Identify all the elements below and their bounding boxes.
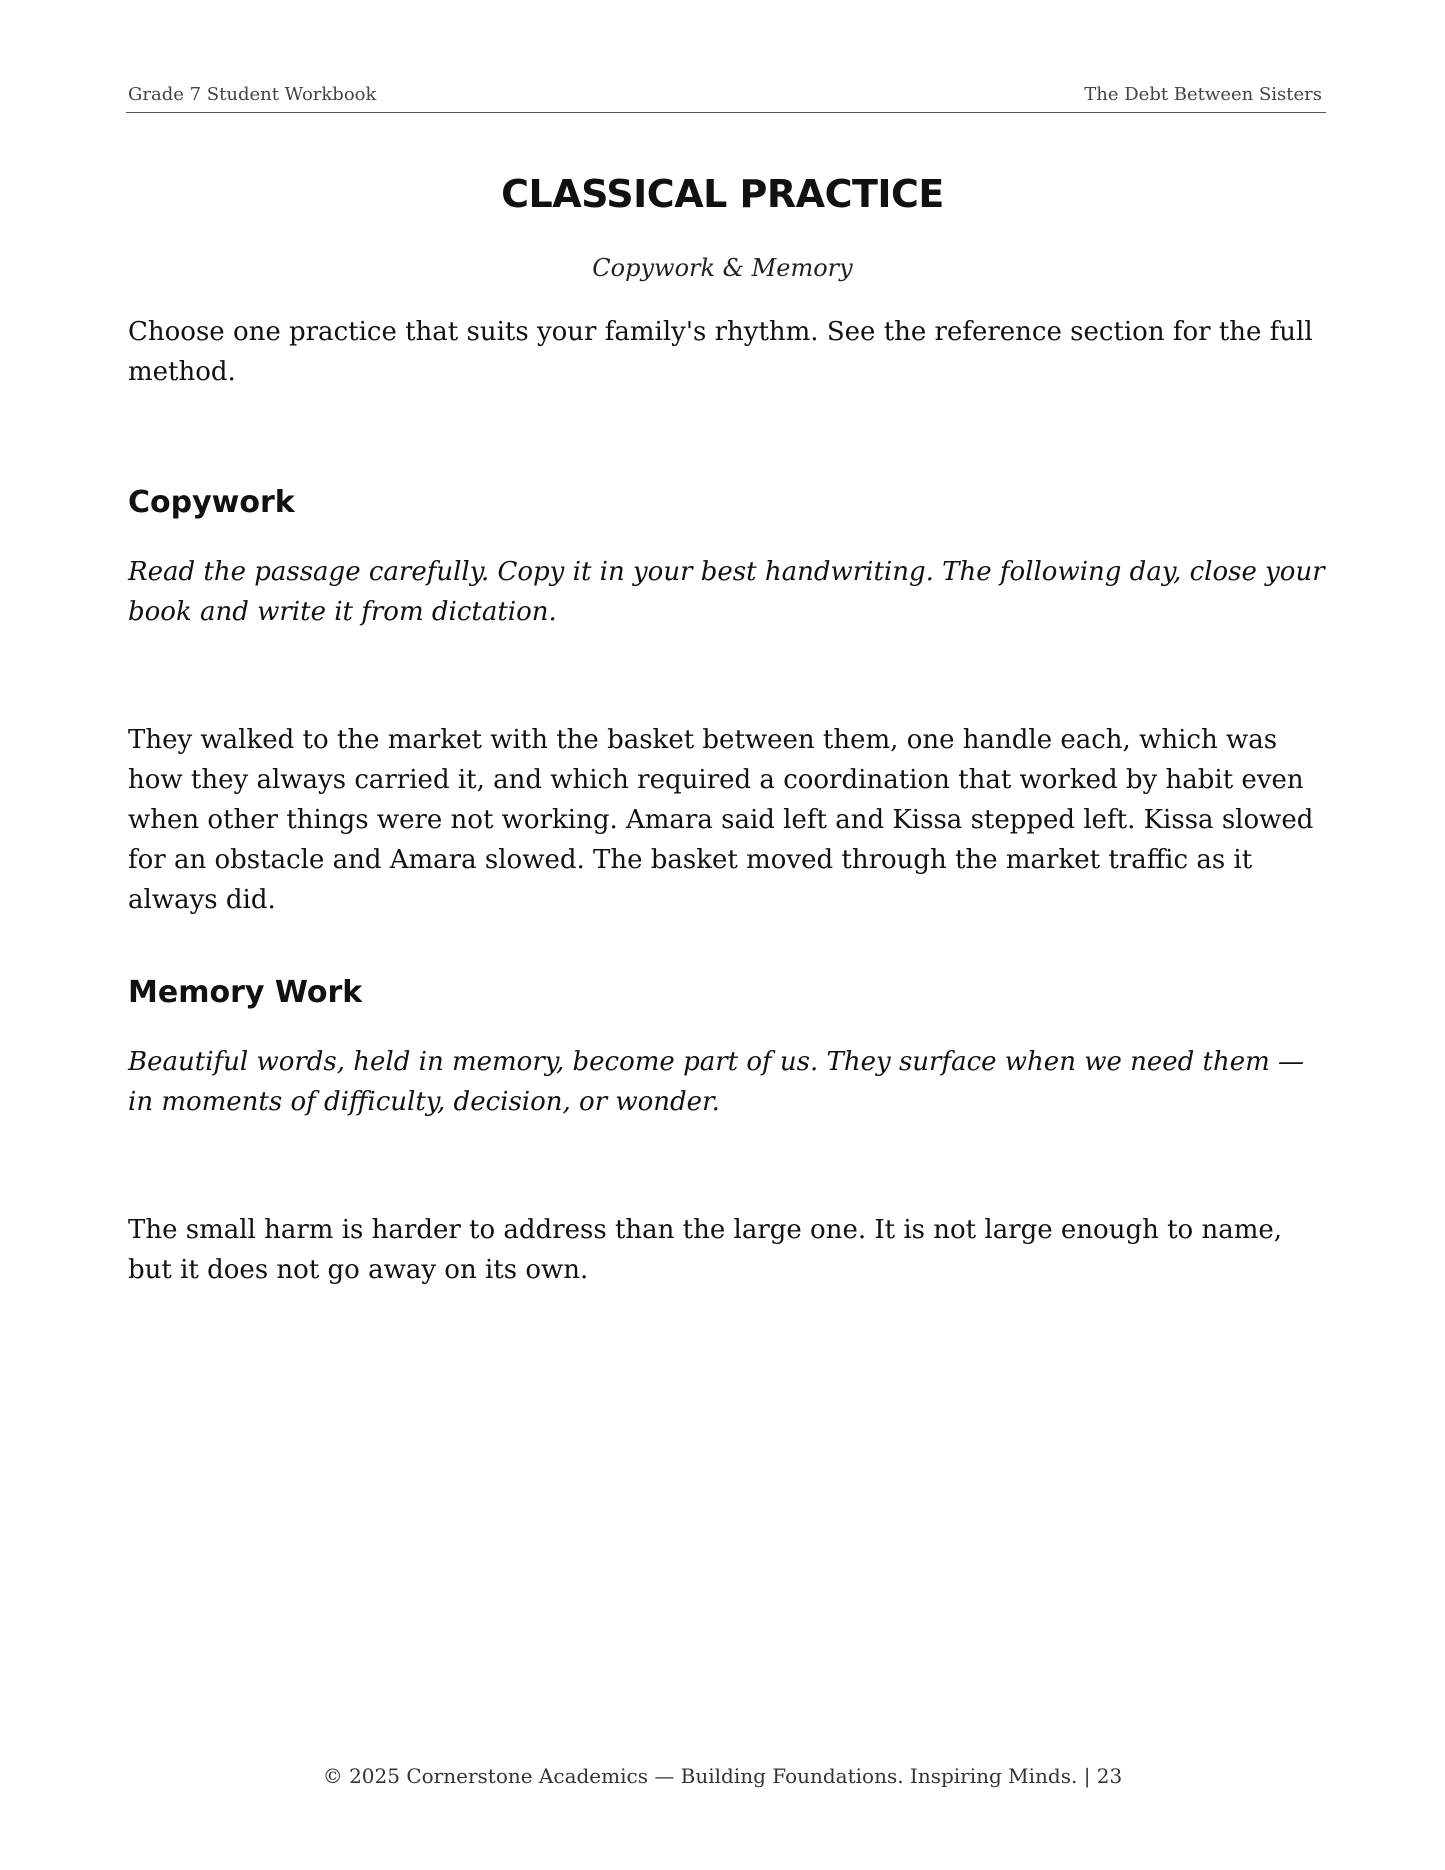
- header-workbook-label: Grade 7 Student Workbook: [128, 84, 377, 105]
- intro-paragraph: Choose one practice that suits your family's rhythm. See the reference section for the full method.: [128, 317, 1313, 387]
- copywork-heading: Copywork: [128, 485, 295, 520]
- memory-work-instructions: Beautiful words, held in memory, become part of us. They surface when we need them — in moments of difficulty, decision, or wonder.: [128, 1047, 1305, 1117]
- copywork-passage: They walked to the market with the basket between them, one handle each, which was how they always carried it, and which required a coordination that worked by habit even when other things were not working. Amara said left and Kissa stepped left. Kissa slowed for an obstacle and Amara slowed. The basket moved through the market traffic as it always did.: [128, 725, 1314, 915]
- copywork-instructions: Read the passage carefully. Copy it in your best handwriting. The following day, close your book and write it from dictation.: [128, 557, 1325, 627]
- memory-work-heading: Memory Work: [128, 975, 363, 1010]
- page-title: CLASSICAL PRACTICE: [501, 172, 944, 216]
- running-header: [126, 82, 1326, 113]
- header-story-title: The Debt Between Sisters: [1084, 84, 1322, 105]
- page-footer: © 2025 Cornerstone Academics — Building Foundations. Inspiring Minds. | 23: [322, 1764, 1123, 1788]
- memory-work-passage: The small harm is harder to address than the large one. It is not large enough to name, but it does not go away on its own.: [128, 1215, 1283, 1285]
- page-subtitle: Copywork & Memory: [592, 254, 853, 282]
